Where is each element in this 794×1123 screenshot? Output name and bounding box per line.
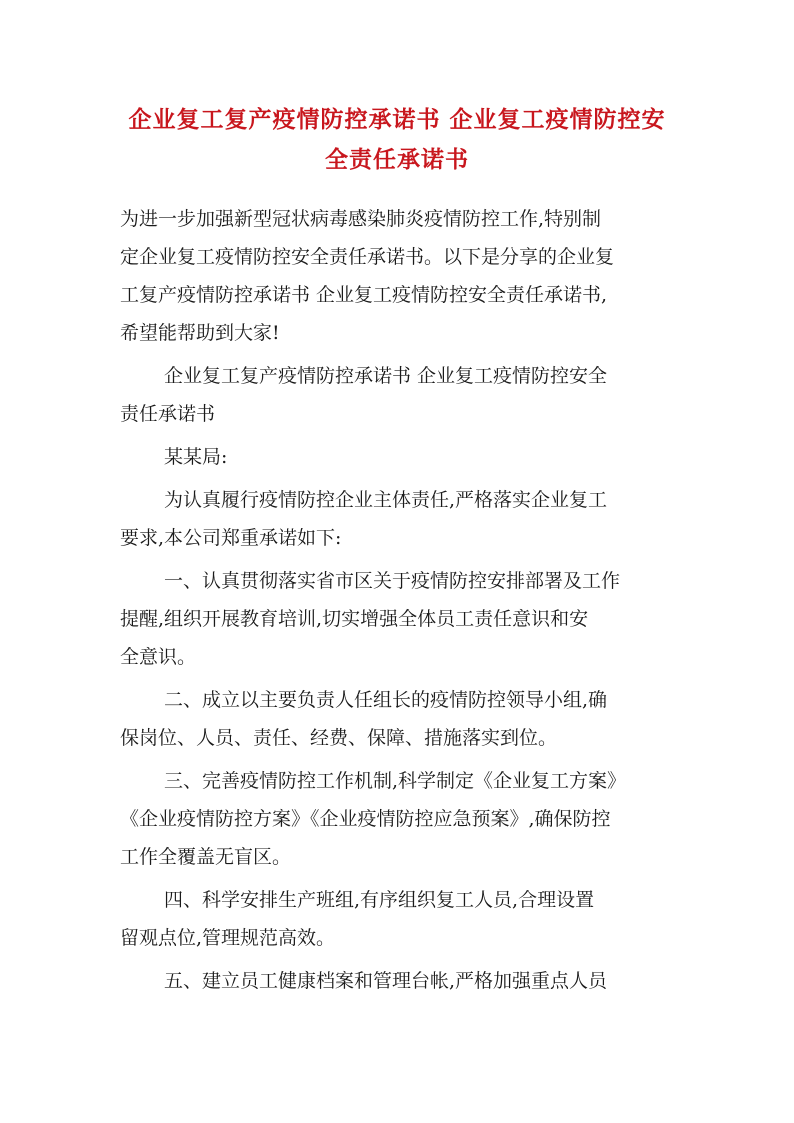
- pledge-item-1: [120, 562, 680, 676]
- text-line: 工作全覆盖无盲区。: [120, 846, 292, 868]
- pledge-item-5: [120, 962, 680, 1000]
- text-line: 五、建立员工健康档案和管理台帐,严格加强重点人员: [164, 970, 608, 992]
- title-line-2: 全责任承诺书: [325, 146, 469, 173]
- text-line: 工复产疫情防控承诺书 企业复工疫情防控安全责任承诺书,: [120, 284, 608, 306]
- pledge-item-2: [120, 681, 680, 757]
- text-line: 保岗位、人员、责任、经费、保障、措施落实到位。: [120, 727, 558, 749]
- document-title: [110, 100, 684, 180]
- salutation-paragraph: [120, 438, 680, 476]
- title-line-1: 企业复工复产疫情防控承诺书 企业复工疫情防控安: [128, 106, 666, 133]
- text-line: 企业复工复产疫情防控承诺书 企业复工疫情防控安全: [164, 365, 608, 387]
- text-line: 为进一步加强新型冠状病毒感染肺炎疫情防控工作,特别制: [120, 208, 602, 230]
- text-line: 某某局:: [164, 446, 228, 468]
- text-line: 三、完善疫情防控工作机制,科学制定《企业复工方案》: [164, 770, 627, 792]
- intro-paragraph: [120, 200, 680, 352]
- text-line: 提醒,组织开展教育培训,切实增强全体员工责任意识和安: [120, 608, 589, 630]
- text-line: 二、成立以主要负责人任组长的疫情防控领导小组,确: [164, 689, 608, 711]
- text-line: 一、认真贯彻落实省市区关于疫情防控安排部署及工作: [164, 570, 621, 592]
- text-line: 留观点位,管理规范高效。: [120, 927, 336, 949]
- text-line: 定企业复工疫情防控安全责任承诺书。以下是分享的企业复: [120, 246, 615, 268]
- document-body: [120, 200, 680, 1005]
- text-line: 全意识。: [120, 646, 197, 668]
- text-line: 四、科学安排生产班组,有序组织复工人员,合理设置: [164, 889, 595, 911]
- pledge-intro-paragraph: [120, 481, 680, 557]
- text-line: 希望能帮助到大家!: [120, 322, 280, 344]
- doc-title-paragraph: [120, 357, 680, 433]
- pledge-item-4: [120, 881, 680, 957]
- text-line: 责任承诺书: [120, 403, 216, 425]
- pledge-item-3: [120, 762, 680, 876]
- text-line: 为认真履行疫情防控企业主体责任,严格落实企业复工: [164, 489, 608, 511]
- text-line: 要求,本公司郑重承诺如下:: [120, 527, 342, 549]
- text-line: 《企业疫情防控方案》《企业疫情防控应急预案》,确保防控: [120, 808, 611, 830]
